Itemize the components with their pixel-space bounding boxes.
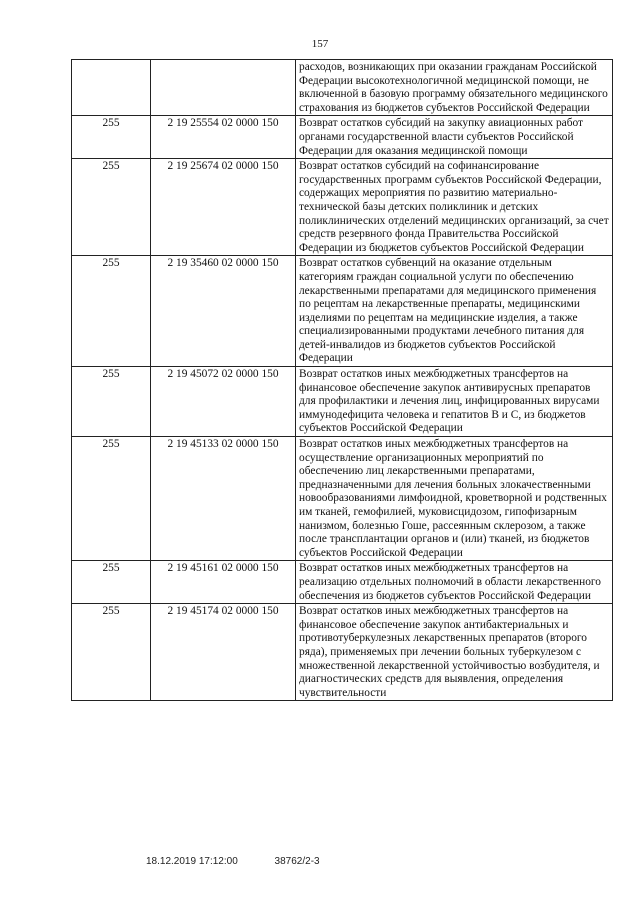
admin-code-cell — [72, 60, 151, 116]
description-cell: Возврат остатков субвенций на оказание отдельным категориям граждан социальной услуги по обеспечению лекарственными препаратами для медицинского применения по рецептам на лекарственные препараты, медицинскими изделиями по рецептам на медицинские изделия, а также специализированными продуктами лечебного питания для детей-инвалидов из бюджетов субъектов Российской Федерации — [296, 256, 613, 367]
admin-code-cell: 255 — [72, 437, 151, 561]
description-cell: Возврат остатков субсидий на софинансирование государственных программ субъектов Российской Федерации, содержащих мероприятия по развитию материально-технической базы детских поликлиник и детских поликлинических отделений медицинских организаций, за счет средств резервного фонда Правительства Российской Федерации из бюджетов субъектов Российской Федерации — [296, 159, 613, 256]
table-row — [72, 437, 613, 561]
budget-code-cell — [151, 60, 296, 116]
admin-code-cell: 255 — [72, 367, 151, 437]
page-number: 157 — [311, 38, 329, 50]
budget-code-cell: 2 19 35460 02 0000 150 — [151, 256, 296, 367]
budget-codes-table — [71, 59, 613, 701]
admin-code-cell: 255 — [72, 256, 151, 367]
budget-code-cell: 2 19 45133 02 0000 150 — [151, 437, 296, 561]
admin-code-cell: 255 — [72, 604, 151, 701]
admin-code-cell: 255 — [72, 116, 151, 159]
footer-document-id: 38762/2-3 — [274, 856, 320, 867]
table-row — [72, 116, 613, 159]
description-cell: Возврат остатков иных межбюджетных трансфертов на финансовое обеспечение закупок антивирусных препаратов для профилактики и лечения лиц, инфицированных вирусами иммунодефицита человека и гепатитов B и C, из бюджетов субъектов Российской Федерации — [296, 367, 613, 437]
table-row — [72, 256, 613, 367]
admin-code-cell: 255 — [72, 561, 151, 604]
footer-timestamp: 18.12.2019 17:12:00 — [146, 856, 238, 867]
budget-code-cell: 2 19 25554 02 0000 150 — [151, 116, 296, 159]
description-cell: Возврат остатков иных межбюджетных трансфертов на финансовое обеспечение закупок антибактериальных и противотуберкулезных лекарственных препаратов (второго ряда), применяемых при лечении больных туберкулезом с множественной лекарственной устойчивостью возбудителя, и диагностических средств для выявления, определения чувствительности — [296, 604, 613, 701]
budget-code-cell: 2 19 45072 02 0000 150 — [151, 367, 296, 437]
description-cell: Возврат остатков иных межбюджетных трансфертов на реализацию отдельных полномочий в области лекарственного обеспечения из бюджетов субъектов Российской Федерации — [296, 561, 613, 604]
table-row — [72, 159, 613, 256]
document-footer — [146, 856, 320, 867]
budget-code-cell: 2 19 45161 02 0000 150 — [151, 561, 296, 604]
budget-code-cell: 2 19 45174 02 0000 150 — [151, 604, 296, 701]
table-row — [72, 367, 613, 437]
table-row — [72, 60, 613, 116]
description-cell: Возврат остатков субсидий на закупку авиационных работ органами государственной власти субъектов Российской Федерации для оказания медицинской помощи — [296, 116, 613, 159]
description-cell: Возврат остатков иных межбюджетных трансфертов на осуществление организационных мероприятий по обеспечению лиц лекарственными препаратами, предназначенными для лечения больных злокачественными новообразованиями лимфоидной, кроветворной и родственных им тканей, гемофилией, муковисцидозом, гипофизарным нанизмом, болезнью Гоше, рассеянным склерозом, а также после трансплантации органов и (или) тканей, из бюджетов субъектов Российской Федерации — [296, 437, 613, 561]
budget-code-cell: 2 19 25674 02 0000 150 — [151, 159, 296, 256]
table-row — [72, 561, 613, 604]
table-row — [72, 604, 613, 701]
description-cell: расходов, возникающих при оказании гражданам Российской Федерации высокотехнологичной медицинской помощи, не включенной в базовую программу обязательного медицинского страхования из бюджетов субъектов Российской Федерации — [296, 60, 613, 116]
admin-code-cell: 255 — [72, 159, 151, 256]
